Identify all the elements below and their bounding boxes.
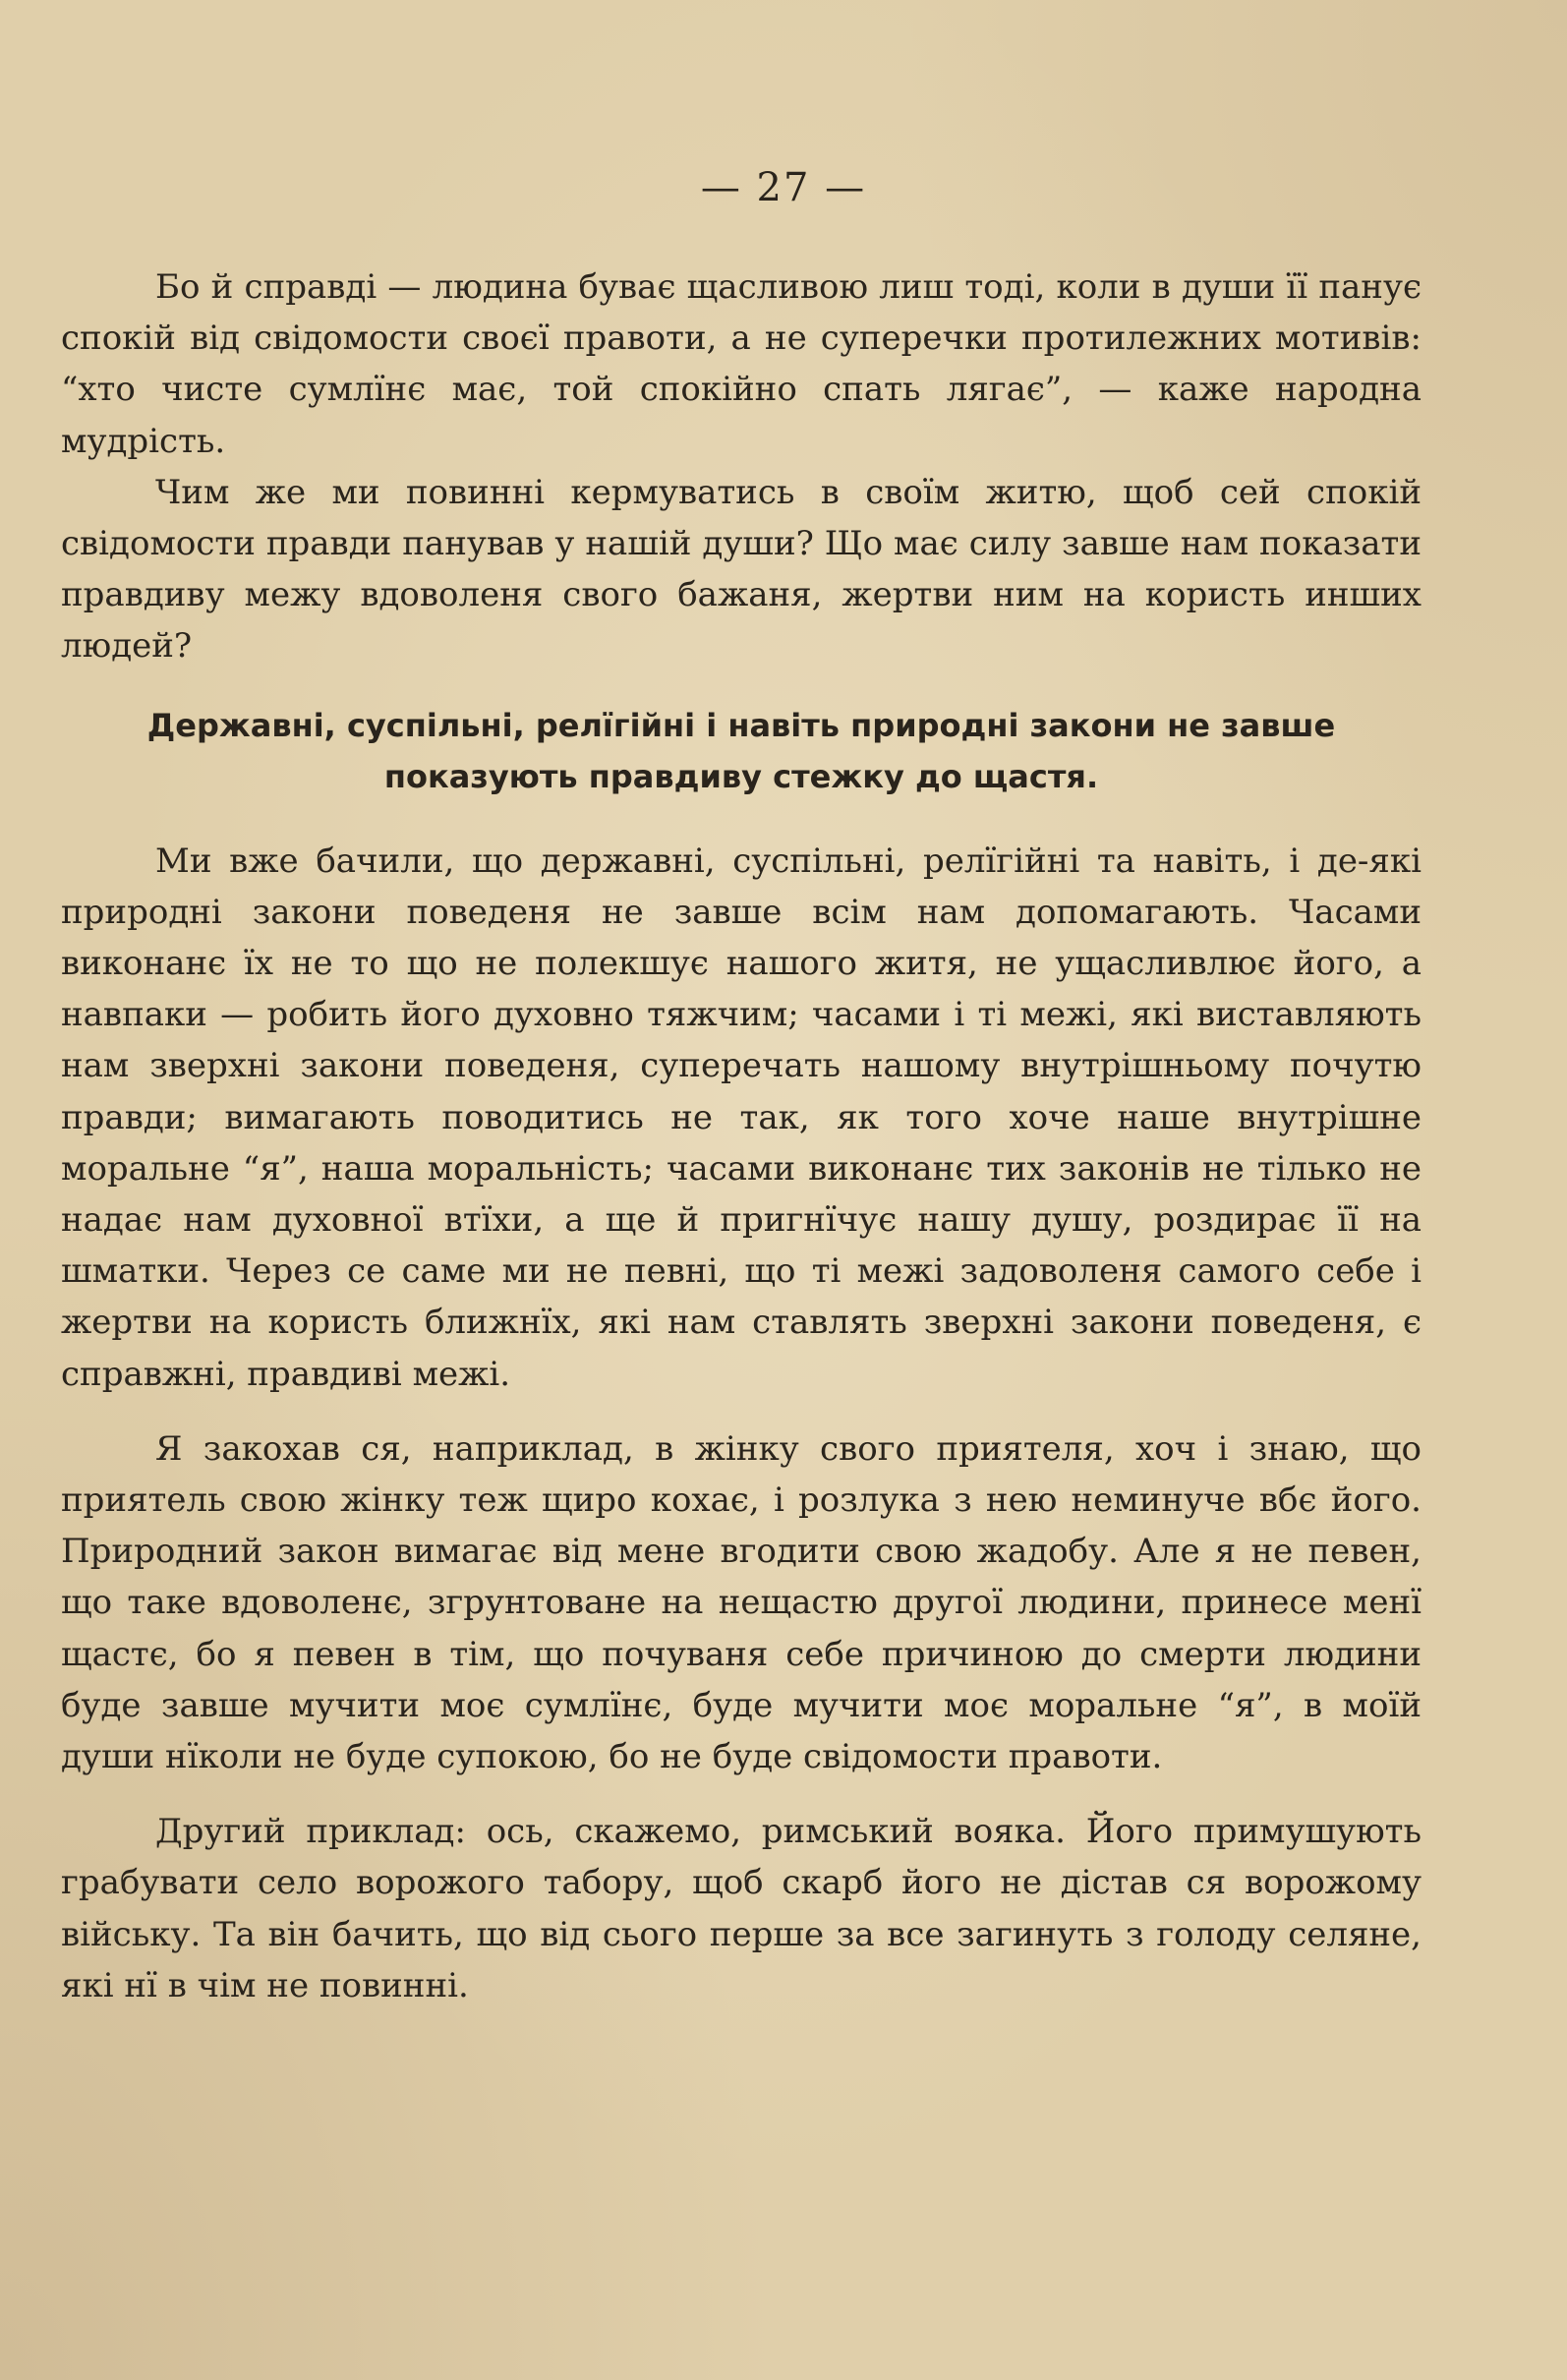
paragraph-1: Бо й справді — людина буває щасливою лиш тоді, коли в души її панує спокій від свідомости своєї правоти, а не суперечки протилежних мотивів: “хто чисте сумлїнє має, той спокійно спать лягає”, — каже народна мудрість. <box>61 267 1422 461</box>
page-text <box>61 261 1422 2011</box>
paragraph-4: Я закохав ся, наприклад, в жінку свого приятеля, хоч і знаю, що приятель свою жінку теж щиро кохає, і розлука з нею неминуче вбє його. Природний закон вимагає від мене вгодити свою жадобу. Але я не певен, що таке вдоволенє, згрунтоване на нещастю другої людини, принесе менї щастє, бо я певен в тім, що почуваня себе причиною до смерти людини буде завше мучити моє сумлїнє, буде мучити моє моральне “я”, в моїй души нїколи не буде супокою, бо не буде свідомости правоти. <box>61 1428 1422 1777</box>
section-heading <box>61 700 1422 802</box>
paragraph-5: Другий приклад: ось, скажемо, римський вояка. Його примушують грабувати село ворожого табору, щоб скарб його не дістав ся ворожому війську. Та він бачить, що від сього перше за все загинуть з голоду селяне, які нї в чім не повинні. <box>61 1812 1422 2005</box>
paragraph-2: Чим же ми повинні кермуватись в своїм житю, щоб сей спокій свідомости правди панував у нашій души? Що має силу завше нам показати правдиву межу вдоволеня свого бажаня, жертви ним на користь инших людей? <box>61 472 1422 667</box>
paragraph-3: Ми вже бачили, що державні, суспільні, релїгійні та навіть, і де-які природні закони поведеня не завше всім нам допомагають. Часами виконанє їх не то що не полекшує нашого житя, не ущасливлює його, а навпаки — робить його духовно тяжчим; часами і ті межі, які виставляють нам зверхні закони поведеня, суперечать нашому внутрішньому почутю правди; вимагають поводитись не так, як того хоче наше внутрішне моральне “я”, наша моральність; часами виконанє тих законів не тілько не надає нам духовної втїхи, а ще й пригнїчує нашу душу, роздирає її на шматки. Через се саме ми не певні, що ті межі задоволеня самого себе і жертви на користь ближнїх, які нам ставлять зверхні закони поведеня, є справжні, правдиві межі. <box>61 841 1422 1394</box>
page-number: — 27 — <box>700 165 867 210</box>
section-heading-line-1: Державні, суспільні, релїгійні і навіть природні закони не завше показують правдиву стежку до щастя. <box>146 706 1336 795</box>
